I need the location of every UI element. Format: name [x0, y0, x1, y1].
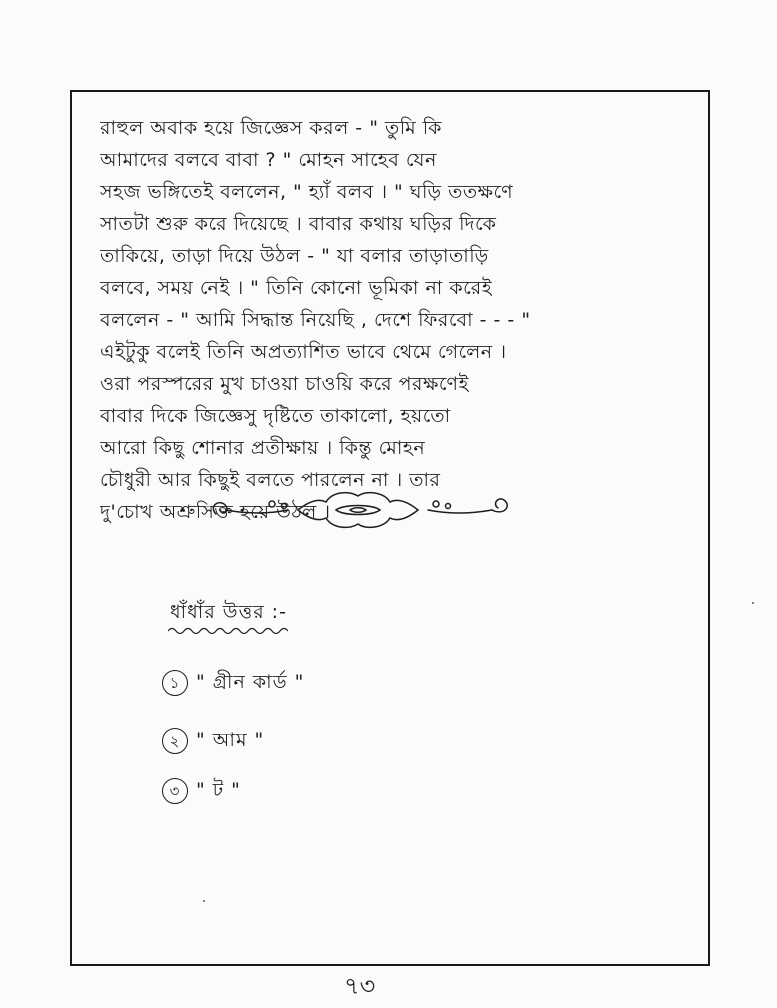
story-line: সাতটা শুরু করে দিয়েছে । বাবার কথায় ঘড়ির দিকে [100, 213, 497, 235]
answer-number: ২ [162, 728, 188, 754]
story-line: রাহুল অবাক হয়ে জিজ্ঞেস করল - " তুমি কি [100, 117, 442, 139]
page-number: ৭৩ [344, 972, 376, 1000]
story-line: আরো কিছু শোনার প্রতীক্ষায় । কিন্তু মোহন [100, 437, 426, 459]
story-line: বলবে, সময় নেই । " তিনি কোনো ভূমিকা না করেই [100, 277, 493, 299]
story-line: চৌধুরী আর কিছুই বলতে পারলেন না । তার [100, 469, 441, 491]
story-line: আমাদের বলবে বাবা ? " মোহন সাহেব যেন [100, 149, 437, 171]
scan-speck [203, 900, 205, 902]
story-line: ওরা পরস্পরের মুখ চাওয়া চাওয়ি করে পরক্ষণেই [100, 373, 469, 395]
story-line: বললেন - " আমি সিদ্ধান্ত নিয়েছি , দেশে ফিরবো - - - " [100, 309, 531, 331]
answer-number: ৩ [162, 778, 188, 804]
answer-text: " ট " [196, 779, 241, 801]
answer-text: " গ্রীন কার্ড " [196, 671, 305, 693]
answer-text: " আম " [196, 729, 265, 751]
story-line: বাবার দিকে জিজ্ঞেসু দৃষ্টিতে তাকালো, হয়তো [100, 405, 451, 427]
answers-heading: ধাঁধাঁর উত্তর :- [170, 601, 287, 623]
answer-item [162, 776, 241, 808]
story-line: এইটুকু বলেই তিনি অপ্রত্যাশিত ভাবে থেমে গেলেন । [100, 341, 507, 363]
answer-number: ১ [162, 670, 188, 696]
answer-item [162, 726, 264, 758]
story-line: দু'চোখ অশ্রুসিক্ত হয়ে উঠল । [100, 501, 331, 523]
answer-item [162, 668, 304, 700]
scan-speck [752, 602, 754, 604]
wavy-underline [168, 626, 288, 636]
flourish-ornament-icon [208, 484, 518, 534]
story-paragraph [100, 112, 700, 528]
story-line: সহজ ভঙ্গিতেই বললেন, " হ্যাঁ বলব । " ঘড়ি ততক্ষণে [100, 181, 514, 203]
story-line: তাকিয়ে, তাড়া দিয়ে উঠল - " যা বলার তাড়াতাড়ি [100, 245, 489, 267]
